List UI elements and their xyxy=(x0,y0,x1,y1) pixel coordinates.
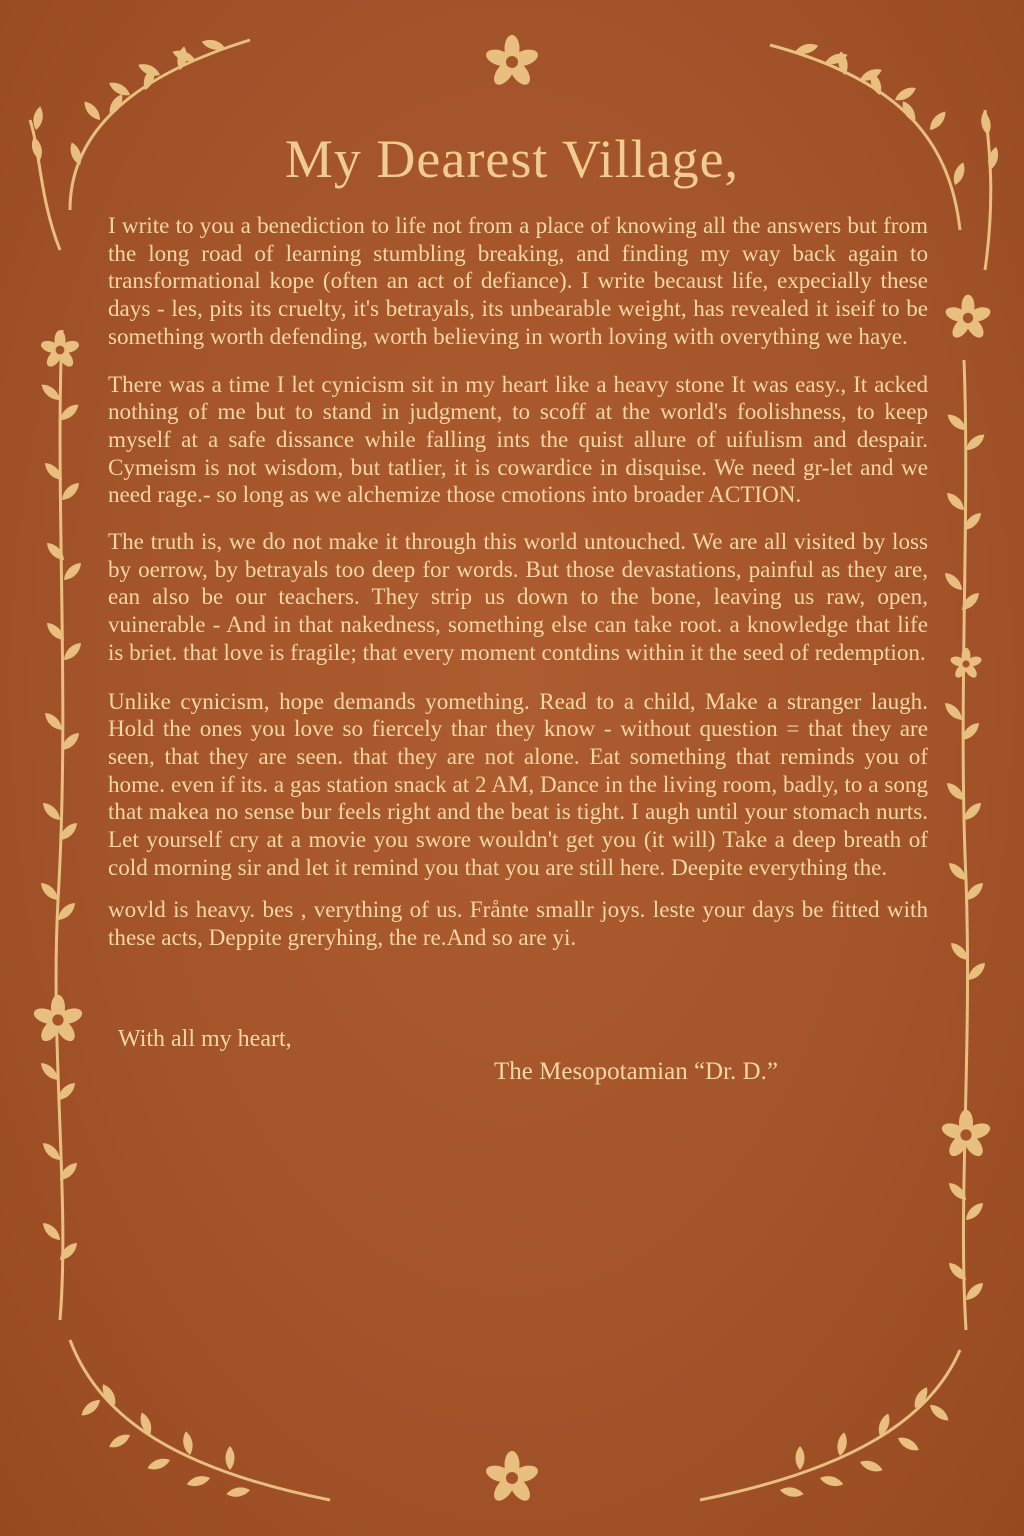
letter-title: My Dearest Village, xyxy=(284,129,740,189)
flower-top-center xyxy=(484,35,540,88)
flower-right-middle xyxy=(949,648,983,680)
letter-body xyxy=(108,212,928,952)
flower-right-upper xyxy=(944,295,993,341)
vine-right xyxy=(963,360,967,1330)
paragraph-2: There was a time I let cynicism sit in my heart like a heavy stone It was easy., It acked nothing of me but to stand in judgment, to scoff at the world's foolishness, to keep myself at a safe dissance while falling ints the quist allure of uifulism and despair. Cymeism is not wisdom, but tatlier, it is cowardice in disquise. We need gr-let and we need rage.- so long as we alchemize those cmotions into broader ACTION. xyxy=(108,370,928,508)
vine-bottom-left xyxy=(70,1340,330,1500)
paragraph-3: The truth is, we do not make it through this world untouched. We are all visited by loss by oerrow, by betrayals too deep for words. But those devastations, painful as they are, ean also be our teachers. They strip us down to the bone, leaving us raw, open, vuinerable - And in that nakedness, something else can take root. a knowledge that life is briet. that love is fragile; that every moment contdins within it the seed of redemption. xyxy=(108,528,928,665)
paragraph-5: wovld is heavy. bes , verything of us. Frånte smallr joys. leste your days be fitted with these acts, Deppite greryhing, the re.And so are yi. xyxy=(108,896,928,951)
paragraph-1: I write to you a benediction to life not from a place of knowing all the answers but from the long road of learning stumbling breaking, and finding my way back again to transformational kope (often an act of defiance). I write becaust life, expecially these days - les, pits its cruelty, it's betrayals, its unbearable weight, has revealed it iseif to be something worth defending, worth believing in worth loving with overything we haye. xyxy=(108,212,928,349)
letter-closing: With all my heart, xyxy=(118,1026,292,1052)
leaves-bottom-left xyxy=(79,1382,251,1499)
flower-bottom-center xyxy=(484,1451,540,1504)
letter-signature: The Mesopotamian “Dr. D.” xyxy=(494,1058,778,1085)
paragraph-4: Unlike cynicism, hope demands yomething. Read to a child, Make a stranger laugh. Hold the ones you love so fiercely thar they know - without question = that they are seen, that they are seen. that they are not alone. Eat something that reminds you of home. even if its. a gas station snack at 2 AM, Dance in the living room, badly, to a song that makea no sense bur feels right and the beat is tight. I augh until your stomach nurts. Let yourself cry at a movie you swore wouldn't get you (it will) Take a deep breath of cold morning sir and let it remind you that you are still here. Deepite everything the. xyxy=(108,687,928,880)
